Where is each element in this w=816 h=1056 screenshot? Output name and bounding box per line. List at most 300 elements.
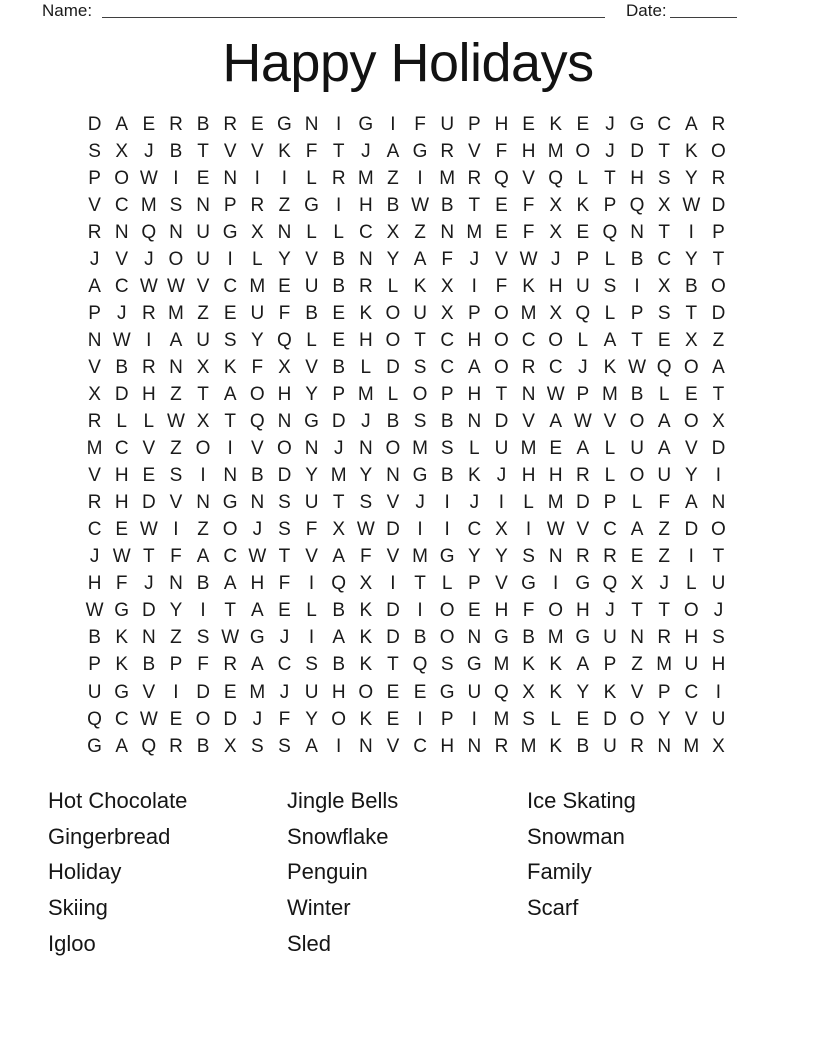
grid-letter: V xyxy=(250,140,264,162)
grid-letter: D xyxy=(630,140,644,162)
grid-letter: R xyxy=(169,735,183,757)
grid-letter: D xyxy=(87,113,102,135)
grid-letter: T xyxy=(495,383,508,405)
grid-letter: D xyxy=(196,681,210,703)
grid-letter: R xyxy=(358,275,373,297)
grid-letter: N xyxy=(196,194,210,216)
grid-letter: U xyxy=(196,329,210,351)
grid-letter: V xyxy=(386,735,400,757)
grid-letter: Z xyxy=(631,654,643,676)
grid-letter: K xyxy=(603,681,617,703)
grid-letter: U xyxy=(684,654,699,676)
word-list-item: Jingle Bells xyxy=(287,788,399,813)
grid-letter: I xyxy=(634,275,640,297)
grid-letter: D xyxy=(386,627,400,649)
grid-letter: R xyxy=(494,735,509,757)
grid-letter: V xyxy=(684,438,698,460)
grid-letter: E xyxy=(657,329,671,351)
grid-letter: A xyxy=(115,113,129,135)
grid-letter: N xyxy=(440,221,455,243)
grid-letter: C xyxy=(114,275,129,297)
word-list-item: Gingerbread xyxy=(48,823,171,849)
grid-letter: R xyxy=(440,140,455,162)
grid-letter: J xyxy=(713,600,724,622)
grid-letter: O xyxy=(412,383,428,405)
grid-letter: R xyxy=(223,113,238,135)
grid-letter: P xyxy=(440,708,454,730)
grid-letter: E xyxy=(386,708,400,730)
grid-letter: J xyxy=(361,140,371,162)
grid-letter: C xyxy=(684,681,699,703)
grid-letter: X xyxy=(712,411,725,433)
grid-letter: D xyxy=(711,438,726,460)
grid-letter: Q xyxy=(602,221,618,243)
grid-letter: P xyxy=(88,654,101,676)
word-list-column xyxy=(287,783,527,962)
grid-letter: B xyxy=(332,356,346,378)
grid-letter: O xyxy=(683,411,699,433)
grid-letter: O xyxy=(114,167,130,189)
name-label: Name: xyxy=(42,1,93,20)
grid-letter: P xyxy=(603,654,617,676)
grid-letter: D xyxy=(141,492,156,514)
grid-letter: Y xyxy=(684,248,698,270)
grid-letter: M xyxy=(249,681,266,703)
grid-letter: C xyxy=(548,356,563,378)
grid-letter: K xyxy=(359,627,373,649)
grid-letter: O xyxy=(249,383,265,405)
grid-letter: U xyxy=(657,465,672,487)
grid-letter: J xyxy=(144,140,154,162)
grid-letter: G xyxy=(277,113,292,135)
grid-letter: D xyxy=(277,465,292,487)
grid-letter: O xyxy=(439,600,455,622)
grid-letter: K xyxy=(603,356,617,378)
grid-letter: B xyxy=(305,302,318,324)
grid-letter: Q xyxy=(249,411,265,433)
grid-letter: P xyxy=(88,167,101,189)
grid-letter: H xyxy=(250,573,265,595)
grid-letter: E xyxy=(630,546,644,568)
grid-letter: H xyxy=(358,194,373,216)
grid-letter: T xyxy=(278,546,291,568)
grid-letter: R xyxy=(141,302,156,324)
grid-letter: U xyxy=(494,438,509,460)
grid-letter: W xyxy=(682,194,701,216)
grid-letter: Z xyxy=(712,329,725,351)
grid-letter: M xyxy=(249,275,266,297)
grid-letter: V xyxy=(386,492,400,514)
grid-letter: B xyxy=(196,113,210,135)
grid-letter: K xyxy=(549,113,563,135)
grid-letter: I xyxy=(336,735,342,757)
grid-letter: B xyxy=(115,356,129,378)
word-list-item: Hot Chocolate xyxy=(48,788,188,813)
grid-letter: T xyxy=(197,140,209,162)
grid-letter: I xyxy=(498,492,505,514)
grid-letter: L xyxy=(116,411,127,433)
grid-letter: X xyxy=(196,411,210,433)
grid-letter: P xyxy=(440,383,454,405)
word-list-item: Snowflake xyxy=(287,823,389,849)
grid-letter: A xyxy=(196,546,210,568)
grid-letter: Q xyxy=(412,654,428,676)
grid-letter: C xyxy=(223,546,238,568)
grid-letter: A xyxy=(88,275,101,297)
grid-letter: U xyxy=(196,248,210,270)
grid-letter: V xyxy=(576,519,590,541)
grid-letter: O xyxy=(494,356,509,378)
grid-letter: O xyxy=(195,708,211,730)
grid-letter: E xyxy=(495,194,508,216)
grid-letter: L xyxy=(604,465,616,487)
grid-letter: T xyxy=(712,248,725,270)
grid-letter: R xyxy=(575,465,590,487)
grid-letter: W xyxy=(546,383,565,405)
grid-letter: X xyxy=(250,221,264,243)
grid-letter: U xyxy=(413,302,427,324)
grid-letter: X xyxy=(549,302,563,324)
grid-letter: N xyxy=(277,221,292,243)
grid-letter: U xyxy=(440,113,455,135)
grid-letter: X xyxy=(495,519,508,541)
grid-letter: B xyxy=(332,275,346,297)
grid-letter: N xyxy=(114,221,129,243)
grid-letter: U xyxy=(575,275,590,297)
grid-letter: A xyxy=(413,248,427,270)
grid-letter: Y xyxy=(305,383,318,405)
grid-letter: G xyxy=(439,681,455,703)
grid-letter: R xyxy=(711,167,726,189)
grid-letter: E xyxy=(522,113,535,135)
grid-letter: C xyxy=(277,654,292,676)
grid-letter: A xyxy=(684,492,698,514)
word-list-item: Scarf xyxy=(527,895,579,921)
grid-letter: D xyxy=(494,411,509,433)
grid-letter: N xyxy=(277,411,292,433)
grid-letter: T xyxy=(332,140,345,162)
grid-letter: W xyxy=(519,248,538,270)
grid-letter: T xyxy=(712,546,725,568)
grid-letter: I xyxy=(688,221,694,243)
grid-letter: S xyxy=(278,735,291,757)
grid-letter: N xyxy=(223,167,238,189)
grid-letter: Q xyxy=(141,221,157,243)
grid-letter: X xyxy=(630,573,644,595)
word-list-column xyxy=(48,783,287,962)
grid-letter: V xyxy=(250,438,264,460)
grid-letter: M xyxy=(357,383,374,405)
grid-letter: S xyxy=(657,167,671,189)
grid-letter: L xyxy=(252,248,263,270)
grid-letter: P xyxy=(603,492,617,514)
grid-letter: I xyxy=(390,113,396,135)
grid-letter: V xyxy=(115,248,129,270)
grid-letter: S xyxy=(305,654,318,676)
grid-letter: G xyxy=(358,113,374,135)
grid-letter: H xyxy=(358,329,373,351)
grid-letter: R xyxy=(87,411,102,433)
grid-letter: V xyxy=(305,356,318,378)
grid-letter: K xyxy=(467,465,481,487)
grid-letter: N xyxy=(467,627,482,649)
grid-letter: E xyxy=(576,221,590,243)
grid-letter: D xyxy=(711,302,726,324)
grid-letter: Q xyxy=(87,708,102,730)
grid-letter: I xyxy=(173,681,179,703)
grid-letter: K xyxy=(549,654,563,676)
grid-letter: P xyxy=(630,302,644,324)
grid-letter: A xyxy=(169,329,183,351)
grid-letter: J xyxy=(279,681,290,703)
grid-letter: Z xyxy=(170,438,182,460)
grid-letter: H xyxy=(521,140,536,162)
grid-letter: A xyxy=(549,411,563,433)
grid-letter: H xyxy=(114,492,129,514)
grid-letter: F xyxy=(251,356,264,378)
grid-letter: F xyxy=(197,654,209,676)
grid-letter: I xyxy=(227,438,233,460)
grid-letter: N xyxy=(630,627,644,649)
grid-letter: I xyxy=(471,275,477,297)
grid-letter: A xyxy=(223,573,237,595)
grid-letter: S xyxy=(440,654,454,676)
grid-letter: B xyxy=(386,411,400,433)
grid-letter: I xyxy=(525,519,532,541)
grid-letter: B xyxy=(332,600,346,622)
grid-letter: G xyxy=(412,465,428,487)
grid-letter: N xyxy=(711,492,726,514)
grid-letter: K xyxy=(115,654,129,676)
word-list-item: Sled xyxy=(287,930,332,956)
grid-letter: O xyxy=(629,708,645,730)
grid-letter: C xyxy=(440,356,455,378)
grid-letter: X xyxy=(549,221,563,243)
grid-letter: R xyxy=(575,546,590,568)
grid-letter: C xyxy=(114,194,129,216)
grid-letter: B xyxy=(684,275,698,297)
grid-letter: M xyxy=(547,140,564,162)
puzzle-title: Happy Holidays xyxy=(222,33,594,93)
grid-letter: U xyxy=(630,438,644,460)
grid-letter: P xyxy=(576,383,590,405)
grid-letter: Z xyxy=(414,221,426,243)
grid-letter: Y xyxy=(278,248,291,270)
grid-letter: H xyxy=(494,113,509,135)
grid-letter: R xyxy=(521,356,536,378)
grid-letter: I xyxy=(200,465,206,487)
grid-letter: O xyxy=(195,438,211,460)
grid-letter: G xyxy=(629,113,645,135)
grid-letter: F xyxy=(441,248,453,270)
grid-letter: M xyxy=(330,465,347,487)
grid-letter: U xyxy=(467,681,482,703)
grid-letter: S xyxy=(413,411,427,433)
grid-letter: T xyxy=(604,167,616,189)
grid-letter: N xyxy=(169,221,183,243)
grid-letter: T xyxy=(631,600,643,622)
grid-letter: F xyxy=(495,140,508,162)
grid-letter: X xyxy=(196,356,210,378)
grid-letter: X xyxy=(657,275,671,297)
grid-letter: J xyxy=(496,465,507,487)
grid-letter: X xyxy=(332,519,346,541)
grid-letter: U xyxy=(304,492,319,514)
grid-letter: I xyxy=(146,329,152,351)
grid-letter: I xyxy=(200,600,206,622)
grid-letter: L xyxy=(306,221,317,243)
grid-letter: O xyxy=(439,627,455,649)
grid-letter: O xyxy=(683,600,699,622)
grid-letter: L xyxy=(306,600,317,622)
grid-letter: N xyxy=(358,438,373,460)
grid-letter: E xyxy=(549,438,563,460)
grid-letter: A xyxy=(332,546,346,568)
grid-letter: M xyxy=(547,492,564,514)
grid-letter: L xyxy=(686,573,697,595)
grid-letter: J xyxy=(144,573,154,595)
grid-letter: B xyxy=(522,627,535,649)
grid-letter: J xyxy=(469,492,480,514)
grid-letter: W xyxy=(85,600,104,622)
grid-letter: L xyxy=(387,275,399,297)
grid-letter: P xyxy=(603,194,617,216)
grid-letter: S xyxy=(169,194,183,216)
grid-letter: Z xyxy=(278,194,291,216)
grid-letter: T xyxy=(658,221,670,243)
grid-letter: L xyxy=(604,438,616,460)
grid-letter: G xyxy=(87,735,102,757)
grid-letter: D xyxy=(684,519,699,541)
grid-letter: V xyxy=(495,573,508,595)
grid-letter: H xyxy=(548,465,563,487)
grid-letter: S xyxy=(88,140,101,162)
grid-letter: C xyxy=(467,519,482,541)
grid-letter: M xyxy=(520,438,537,460)
grid-letter: S xyxy=(657,302,671,324)
grid-letter: U xyxy=(250,302,265,324)
grid-letter: U xyxy=(304,681,319,703)
grid-letter: N xyxy=(223,465,238,487)
grid-letter: F xyxy=(305,140,318,162)
grid-letter: I xyxy=(471,708,477,730)
grid-letter: T xyxy=(332,492,345,514)
grid-letter: I xyxy=(308,627,315,649)
grid-letter: P xyxy=(712,221,725,243)
grid-letter: M xyxy=(520,302,537,324)
grid-letter: N xyxy=(386,465,400,487)
grid-letter: J xyxy=(89,248,100,270)
grid-letter: Q xyxy=(277,329,292,351)
grid-letter: T xyxy=(224,411,236,433)
grid-letter: Z xyxy=(170,383,182,405)
grid-letter: V xyxy=(305,546,318,568)
grid-letter: J xyxy=(333,438,344,460)
grid-letter: O xyxy=(683,356,699,378)
grid-letter: C xyxy=(358,221,373,243)
grid-letter: X xyxy=(440,302,454,324)
grid-letter: E xyxy=(250,113,264,135)
date-label: Date: xyxy=(626,1,667,20)
grid-letter: T xyxy=(143,546,155,568)
grid-letter: O xyxy=(575,140,591,162)
grid-letter: X xyxy=(386,221,400,243)
grid-letter: B xyxy=(413,627,427,649)
grid-letter: X xyxy=(359,573,373,595)
grid-letter: X xyxy=(549,194,563,216)
grid-letter: Y xyxy=(467,546,481,568)
grid-letter: Q xyxy=(494,167,509,189)
grid-letter: Z xyxy=(387,167,399,189)
grid-letter: K xyxy=(684,140,698,162)
grid-letter: X xyxy=(522,681,535,703)
grid-letter: C xyxy=(223,275,238,297)
grid-letter: H xyxy=(575,600,590,622)
grid-letter: G xyxy=(575,627,591,649)
name-blank-line xyxy=(102,0,605,18)
grid-letter: K xyxy=(359,600,373,622)
grid-letter: L xyxy=(604,302,616,324)
grid-letter: H xyxy=(331,681,346,703)
grid-letter: P xyxy=(169,654,183,676)
grid-letter: K xyxy=(549,735,563,757)
grid-letter: A xyxy=(386,140,400,162)
grid-letter: X xyxy=(115,140,129,162)
grid-letter: E xyxy=(413,681,427,703)
grid-letter: O xyxy=(711,140,726,162)
grid-letter: V xyxy=(88,356,101,378)
grid-letter: F xyxy=(522,221,535,243)
word-list-item: Snowman xyxy=(527,823,625,849)
grid-letter: P xyxy=(657,681,671,703)
grid-letter: R xyxy=(630,735,644,757)
grid-letter: S xyxy=(413,356,427,378)
grid-letter: S xyxy=(603,275,617,297)
grid-letter: D xyxy=(386,519,400,541)
grid-letter: L xyxy=(577,329,589,351)
grid-letter: C xyxy=(413,735,427,757)
grid-letter: J xyxy=(279,627,290,649)
grid-letter: D xyxy=(386,600,400,622)
grid-letter: U xyxy=(711,708,726,730)
grid-letter: I xyxy=(173,167,179,189)
grid-letter: M xyxy=(412,546,428,568)
grid-letter: U xyxy=(196,221,210,243)
grid-letter: Q xyxy=(548,167,564,189)
grid-letter: J xyxy=(605,140,615,162)
grid-letter: A xyxy=(115,735,129,757)
grid-letter: A xyxy=(657,411,671,433)
grid-letter: A xyxy=(250,600,264,622)
grid-letter: H xyxy=(684,627,699,649)
grid-letter: R xyxy=(603,546,617,568)
grid-letter: H xyxy=(467,329,482,351)
grid-letter: A xyxy=(576,438,590,460)
grid-letter: L xyxy=(333,221,344,243)
grid-letter: Y xyxy=(657,708,671,730)
grid-letter: H xyxy=(548,275,563,297)
grid-letter: I xyxy=(281,167,288,189)
grid-letter: X xyxy=(278,356,291,378)
grid-letter: P xyxy=(88,302,101,324)
grid-letter: B xyxy=(576,735,590,757)
grid-letter: Y xyxy=(495,546,508,568)
grid-letter: M xyxy=(493,708,510,730)
grid-letter: H xyxy=(87,573,102,595)
grid-letter: R xyxy=(87,492,102,514)
grid-letter: O xyxy=(331,708,347,730)
grid-letter: T xyxy=(658,600,670,622)
